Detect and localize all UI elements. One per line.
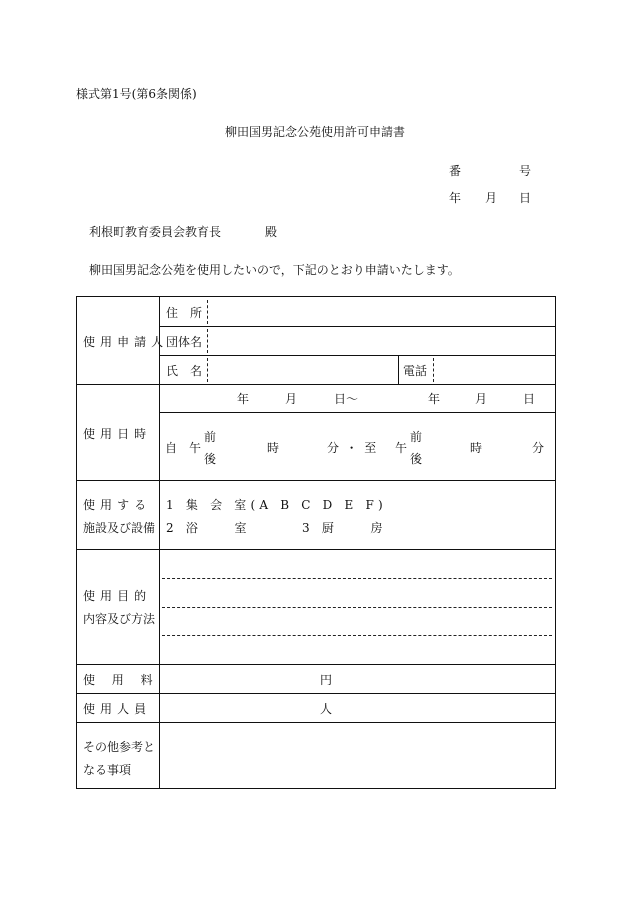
purpose-label-1: 使用目的	[83, 589, 152, 603]
facility-bath: 2 浴 室	[166, 521, 251, 535]
date-to-month: 月	[475, 392, 488, 406]
date-month-label: 月	[485, 191, 498, 205]
from-go: 午	[189, 441, 202, 455]
date-year-label: 年	[449, 191, 462, 205]
section-line	[77, 480, 555, 481]
section-line	[77, 384, 555, 385]
date-from-day: 日〜	[334, 392, 359, 406]
people-unit: 人	[320, 702, 333, 716]
applicant-label: 使用申請人	[83, 335, 169, 349]
from-pm: 後	[204, 452, 217, 466]
intro-text: 柳田国男記念公苑を使用したいので，下記のとおり申請いたします。	[89, 263, 460, 277]
document-title: 柳田国男記念公苑使用許可申請書	[224, 125, 405, 139]
row-line	[159, 355, 555, 356]
fee-unit: 円	[320, 673, 333, 687]
row-line	[159, 326, 555, 327]
section-line	[77, 722, 555, 723]
dashed-divider	[207, 300, 208, 324]
people-label: 使用人員	[83, 702, 152, 716]
other-label-1: その他参考と	[83, 740, 156, 754]
date-to-day: 日	[523, 392, 536, 406]
date-to-year: 年	[428, 392, 441, 406]
from-label: 自	[165, 441, 178, 455]
facility-kitchen: 3 厨 房	[302, 521, 387, 535]
dashed-divider	[207, 358, 208, 382]
to-pm: 後	[410, 452, 423, 466]
number-label-ban: 番	[449, 164, 462, 178]
date-day-label: 日	[519, 191, 532, 205]
from-am: 前	[204, 430, 217, 444]
to-am: 前	[410, 430, 423, 444]
dashed-divider	[207, 329, 208, 353]
date-from-month: 月	[285, 392, 298, 406]
honorific: 殿	[265, 225, 278, 239]
row-line	[159, 412, 555, 413]
from-minute-to: 分・至	[327, 441, 383, 455]
column-divider	[159, 297, 160, 788]
dashed-line	[162, 578, 552, 579]
form-number: 様式第1号(第6条関係)	[76, 87, 197, 101]
number-label-go: 号	[519, 164, 532, 178]
facilities-label-2: 施設及び設備	[83, 521, 156, 535]
to-hour: 時	[470, 441, 483, 455]
group-name-label: 団体名	[166, 335, 203, 349]
date-from-year: 年	[237, 392, 250, 406]
dashed-line	[162, 635, 552, 636]
section-line	[77, 664, 555, 665]
address-label: 住 所	[166, 306, 203, 320]
to-go: 午	[395, 441, 408, 455]
facility-line-1: 1 集 会 室(A B C D E F)	[166, 498, 387, 512]
from-hour: 時	[267, 441, 280, 455]
datetime-label: 使用日時	[83, 427, 152, 441]
phone-divider	[398, 355, 399, 384]
fee-label: 使用料	[83, 673, 170, 687]
phone-label: 電話	[403, 364, 428, 378]
addressee: 利根町教育委員会教育長	[89, 225, 222, 239]
dashed-line	[162, 607, 552, 608]
application-form-table	[76, 296, 556, 789]
purpose-label-2: 内容及び方法	[83, 612, 156, 626]
dashed-divider	[433, 358, 434, 382]
other-label-2: なる事項	[83, 763, 132, 777]
section-line	[77, 549, 555, 550]
to-minute: 分	[532, 441, 545, 455]
section-line	[77, 693, 555, 694]
facilities-label-1: 使用する	[83, 498, 152, 512]
name-label: 氏 名	[166, 364, 203, 378]
